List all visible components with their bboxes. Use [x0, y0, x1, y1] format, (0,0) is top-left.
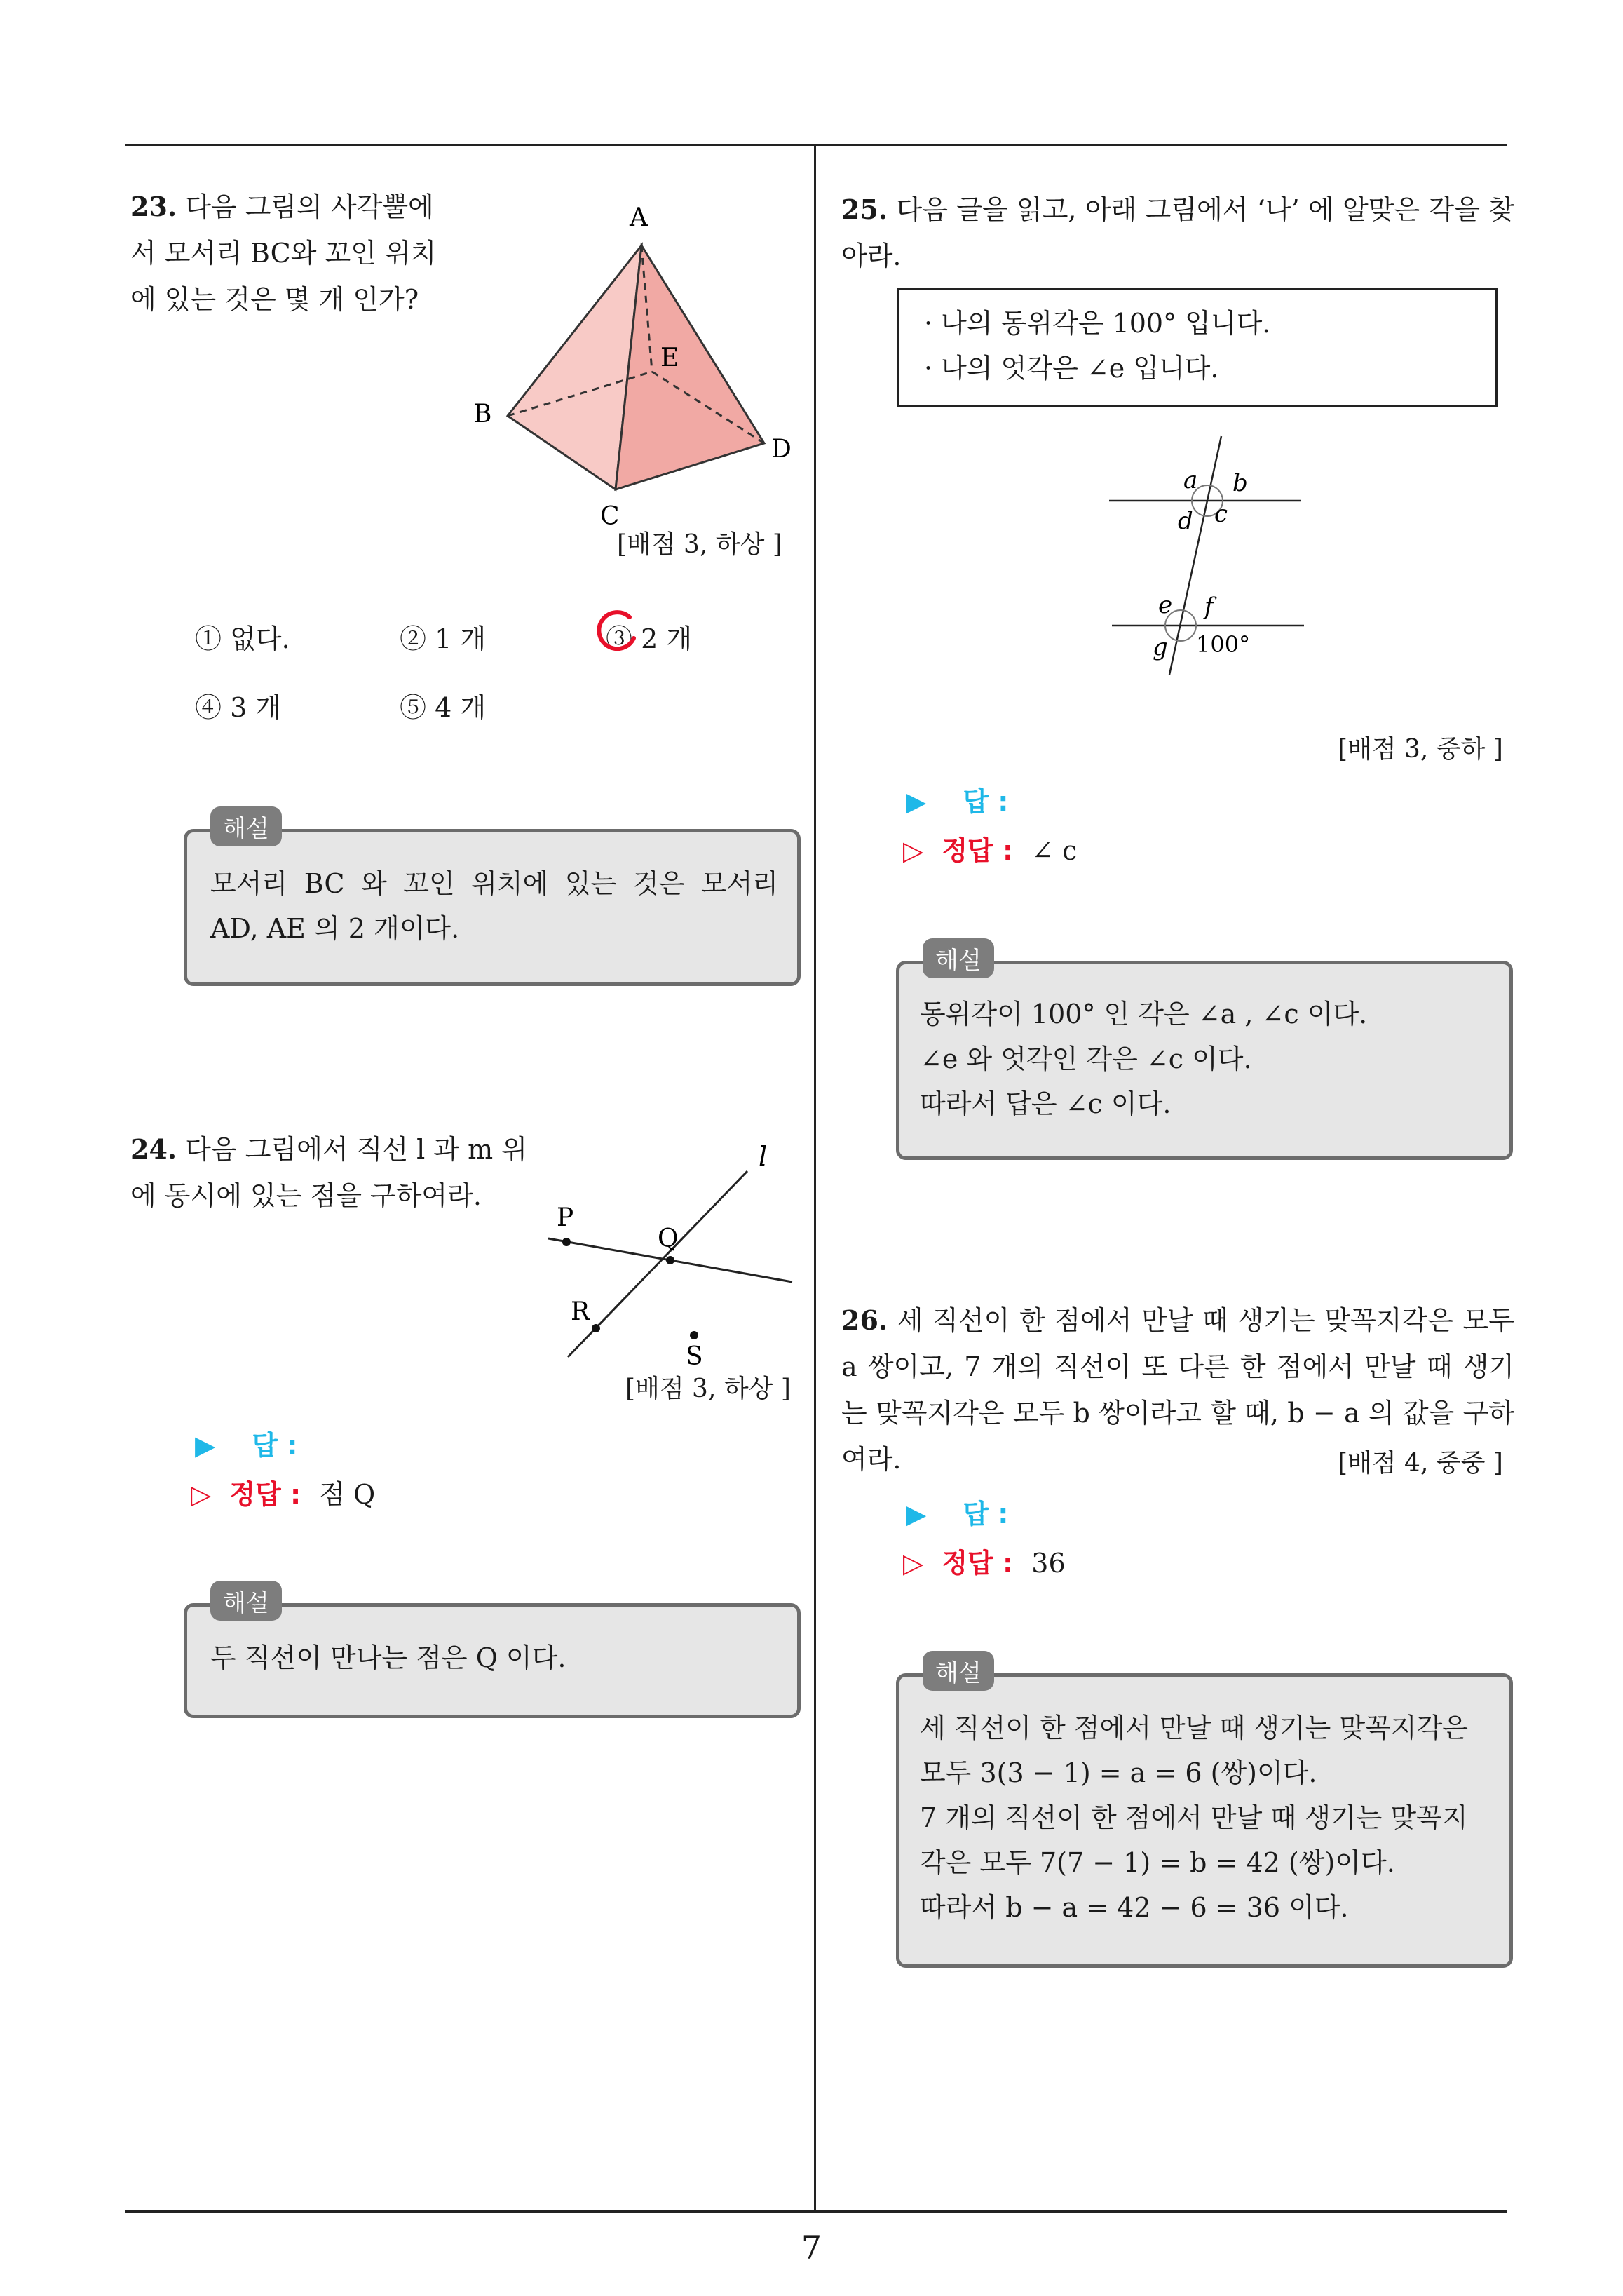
q26-solution-line-4: 각은 모두 7(7 − 1) = b = 42 (쌍)이다. — [920, 1847, 1395, 1878]
q26-solution-line-3: 7 개의 직선이 한 점에서 만날 때 생기는 맞꼭지 — [920, 1802, 1468, 1833]
pyramid-face-right — [616, 245, 764, 489]
q25-question — [841, 187, 1514, 279]
q24-solution-tag: 해설 — [210, 1581, 282, 1621]
q26-answer-line[interactable] — [906, 1492, 1008, 1531]
q23-solution-text: 모서리 BC 와 꼬인 위치에 있는 것은 모서리 AD, AE 의 2 개이다. — [210, 868, 778, 944]
q25-correct-label: 정답 : — [942, 835, 1014, 866]
q23-text: 다음 그림의 사각뿔에 서 모서리 BC와 꼬인 위치에 있는 것은 몇 개 인가? — [130, 191, 437, 315]
q25-correct-value: ∠ c — [1031, 835, 1078, 866]
column-divider — [814, 144, 816, 2213]
q26-answer-label: 답 : — [963, 1499, 1009, 1529]
point-Q — [666, 1256, 674, 1264]
q25-solution-line-1: 동위각이 100° 인 각은 ∠a , ∠c 이다. — [920, 999, 1368, 1029]
label-g: g — [1153, 633, 1168, 661]
top-rule — [125, 144, 1507, 146]
q26-text: 세 직선이 한 점에서 만날 때 생기는 맞꼭지각은 모두 a 쌍이고, 7 개의 직선이 또 다른 한 점에서 만날 때 생기는 맞꼭지각은 모두 b 쌍이라고 할 때, b − a 의 값을 구하여라. — [841, 1305, 1514, 1475]
q25-solution-tag: 해설 — [923, 938, 994, 978]
q26-score: [배점 4, 중중 ] — [1338, 1449, 1503, 1478]
q23-solution-tag: 해설 — [210, 806, 282, 846]
q23-score: [배점 3, 하상 ] — [617, 530, 782, 559]
selected-choice-circle — [593, 607, 642, 656]
q26-solution-tag: 해설 — [923, 1651, 994, 1691]
q24-answer-label: 답 : — [252, 1430, 298, 1461]
correct-triangle-icon: ▷ — [191, 1479, 212, 1510]
page-number: 7 — [801, 2229, 822, 2267]
point-R — [592, 1324, 600, 1332]
answer-triangle-icon: ▶ — [906, 786, 927, 817]
q24-score: [배점 3, 하상 ] — [625, 1375, 791, 1403]
q23-choice-2[interactable]: ② 1 개 — [400, 623, 487, 654]
q23-question — [130, 184, 460, 323]
q23-choice-5[interactable]: ⑤ 4 개 — [400, 692, 487, 723]
q24-solution-text: 두 직선이 만나는 점은 Q 이다. — [210, 1642, 566, 1673]
q24-correct-value: 점 Q — [319, 1479, 376, 1510]
q26-correct-line — [903, 1541, 1066, 1580]
q24-answer-line[interactable] — [195, 1424, 297, 1462]
q24-lines-figure — [547, 1136, 799, 1375]
label-D: D — [771, 435, 792, 464]
q24-correct-line — [191, 1473, 375, 1511]
q23-choice-3[interactable]: ③ 2 개 — [606, 623, 693, 654]
label-E: E — [660, 344, 679, 372]
point-P — [562, 1238, 571, 1246]
q26-correct-label: 정답 : — [942, 1548, 1014, 1579]
q23-number: 23. — [130, 191, 177, 222]
correct-triangle-icon: ▷ — [903, 1548, 924, 1579]
q26-correct-value: 36 — [1031, 1548, 1066, 1579]
label-R: R — [571, 1297, 590, 1326]
label-f: f — [1204, 593, 1214, 621]
q26-solution-line-5: 따라서 b − a = 42 − 6 = 36 이다. — [920, 1892, 1349, 1923]
label-b: b — [1232, 469, 1248, 497]
q26-solution-line-1: 세 직선이 한 점에서 만날 때 생기는 맞꼭지각은 — [920, 1713, 1469, 1743]
label-C: C — [600, 502, 620, 531]
q25-parallel-lines-figure — [1101, 429, 1311, 682]
q24-text: 다음 그림에서 직선 l 과 m 위에 동시에 있는 점을 구하여라. — [130, 1134, 527, 1211]
q25-condition-2: · 나의 엇각은 ∠e 입니다. — [924, 353, 1219, 384]
label-P: P — [557, 1203, 574, 1232]
q25-answer-line[interactable] — [906, 780, 1008, 818]
label-S: S — [686, 1342, 703, 1371]
q25-solution-line-2: ∠e 와 엇각인 각은 ∠c 이다. — [920, 1044, 1252, 1074]
label-a: a — [1183, 466, 1198, 494]
q24-question — [130, 1126, 530, 1219]
q23-choice-4[interactable]: ④ 3 개 — [195, 692, 282, 723]
label-l: l — [759, 1141, 768, 1172]
q24-number: 24. — [130, 1133, 177, 1165]
q26-number: 26. — [841, 1304, 888, 1336]
label-A: A — [630, 203, 648, 232]
label-100-degree: 100° — [1196, 631, 1251, 658]
q24-correct-label: 정답 : — [229, 1479, 301, 1510]
q23-choice-1[interactable]: ① 없다. — [195, 623, 290, 654]
q25-condition-1: · 나의 동위각은 100° 입니다. — [924, 308, 1271, 339]
answer-triangle-icon: ▶ — [195, 1430, 216, 1461]
label-d: d — [1178, 507, 1193, 535]
q26-solution-line-2: 모두 3(3 − 1) = a = 6 (쌍)이다. — [920, 1757, 1317, 1788]
label-Q: Q — [658, 1224, 679, 1253]
label-e: e — [1158, 591, 1173, 619]
q25-solution-line-3: 따라서 답은 ∠c 이다. — [920, 1088, 1172, 1119]
q25-answer-label: 답 : — [963, 786, 1009, 817]
q25-score: [배점 3, 중하 ] — [1338, 735, 1503, 764]
q25-text: 다음 글을 읽고, 아래 그림에서 ‘나’ 에 알맞은 각을 찾아라. — [841, 194, 1514, 271]
q25-number: 25. — [841, 194, 888, 225]
answer-triangle-icon: ▶ — [906, 1499, 927, 1529]
label-c: c — [1214, 500, 1228, 528]
correct-triangle-icon: ▷ — [903, 835, 924, 866]
q23-pyramid-figure — [463, 196, 813, 533]
bottom-rule — [125, 2210, 1507, 2213]
point-S — [690, 1331, 698, 1339]
q25-correct-line — [903, 829, 1077, 867]
label-B: B — [473, 400, 492, 428]
